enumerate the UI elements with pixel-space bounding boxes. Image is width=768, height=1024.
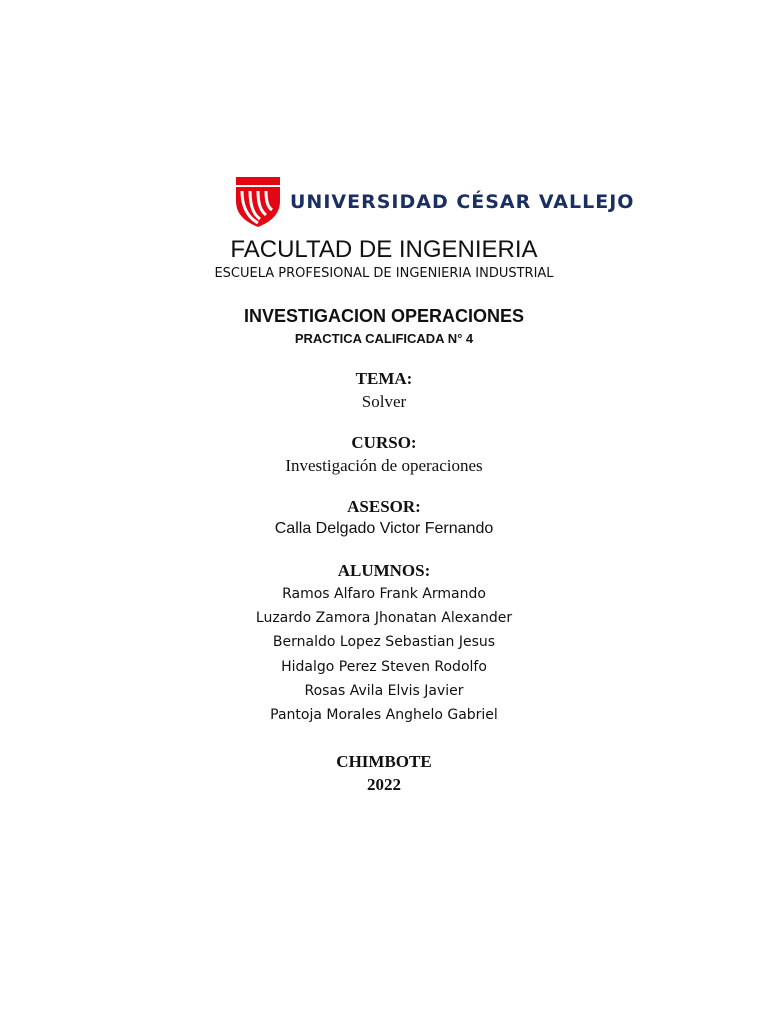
course-title: INVESTIGACION OPERACIONES: [243, 306, 525, 326]
faculty-title: FACULTAD DE INGENIERIA: [230, 236, 538, 263]
student-name: Ramos Alfaro Frank Armando: [282, 586, 486, 602]
student-name: Rosas Avila Elvis Javier: [304, 683, 464, 699]
city: CHIMBOTE: [336, 752, 432, 771]
practice-number: PRACTICA CALIFICADA N° 4: [294, 331, 474, 346]
student-name: Bernaldo Lopez Sebastian Jesus: [272, 634, 496, 650]
tema-label: TEMA:: [355, 369, 413, 388]
university-logo: [236, 177, 635, 227]
student-name: Pantoja Morales Anghelo Gabriel: [270, 707, 498, 723]
curso-label: CURSO:: [351, 433, 417, 452]
year: 2022: [367, 775, 401, 794]
student-name: Hidalgo Perez Steven Rodolfo: [281, 659, 487, 675]
student-name: Luzardo Zamora Jhonatan Alexander: [255, 610, 513, 626]
ucv-shield-icon: [236, 177, 282, 227]
curso-value: Investigación de operaciones: [285, 456, 483, 475]
asesor-label: ASESOR:: [347, 497, 421, 516]
university-name: UNIVERSIDAD CÉSAR VALLEJO: [290, 191, 635, 213]
asesor-value: Calla Delgado Victor Fernando: [274, 520, 494, 537]
school-subtitle: ESCUELA PROFESIONAL DE INGENIERIA INDUSTRIAL: [214, 266, 554, 281]
alumnos-label: ALUMNOS:: [337, 561, 431, 580]
tema-value: Solver: [361, 392, 407, 411]
